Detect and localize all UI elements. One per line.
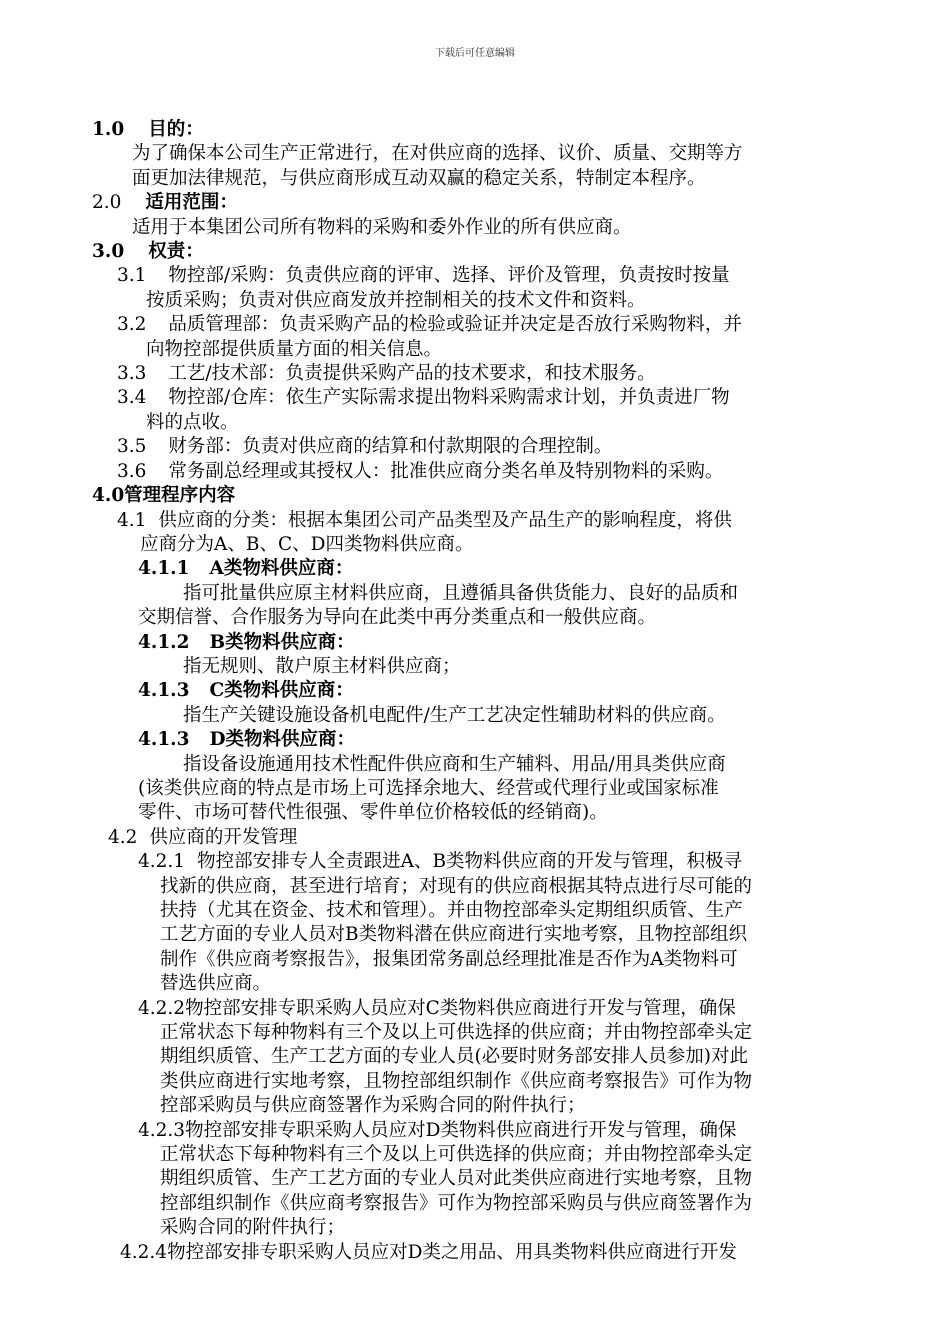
clause-text: 品质管理部：负责采购产品的检验或验证并决定是否放行采购物料，并 bbox=[168, 314, 742, 336]
paragraph-line: 期组织质管、生产工艺方面的专业人员(必要时财务部安排人员参加)对此 bbox=[160, 1046, 748, 1068]
clause-number: 4.2 bbox=[108, 826, 138, 848]
clause-number: 3.1 bbox=[117, 265, 147, 287]
paragraph-line: 零件、市场可替代性很强、零件单位价格较低的经销商)。 bbox=[138, 802, 608, 824]
section-number: 3.0 bbox=[92, 241, 125, 263]
paragraph-line: 为了确保本公司生产正常进行，在对供应商的选择、议价、质量、交期等方 bbox=[132, 143, 743, 165]
clause-text: 物控部安排专职采购人员应对D类之用品、用具类物料供应商进行开发 bbox=[167, 1241, 737, 1263]
paragraph-line: 控部组织制作《供应商考察报告》可作为物控部采购员与供应商签署作为 bbox=[160, 1192, 753, 1214]
subsection-number: 4.1.2 bbox=[138, 631, 190, 653]
section-heading bbox=[92, 191, 950, 215]
paragraph-line: 料的点收。 bbox=[146, 411, 239, 433]
subsection-title: C类物料供应商： bbox=[209, 680, 354, 702]
paragraph-line: 应商分为A、B、C、D四类物料供应商。 bbox=[140, 533, 474, 555]
clause-number: 3.3 bbox=[117, 363, 147, 385]
section-number: 2.0 bbox=[92, 192, 122, 214]
paragraph-line: 制作《供应商考察报告》，报集团常务副总经理批准是否作为A类物料可 bbox=[160, 948, 738, 970]
clause-number: 3.4 bbox=[117, 387, 147, 409]
section-heading bbox=[92, 240, 950, 264]
paragraph-line: 指生产关键设施设备机电配件/生产工艺决定性辅助材料的供应商。 bbox=[183, 704, 726, 726]
clause-number: 4.2.4 bbox=[120, 1241, 168, 1263]
clause-text: 物控部安排专职采购人员应对D类物料供应商进行开发与管理，确保 bbox=[185, 1119, 737, 1141]
subsection-number: 4.1.3 bbox=[138, 729, 190, 751]
paragraph-line: 正常状态下每种物料有三个及以上可供选择的供应商；并由物控部牵头定 bbox=[160, 1144, 753, 1166]
clause-number: 4.2.3 bbox=[138, 1119, 186, 1141]
clause-line bbox=[138, 850, 950, 874]
clause-number: 3.6 bbox=[117, 460, 147, 482]
paragraph-line: 向物控部提供质量方面的相关信息。 bbox=[146, 338, 443, 360]
clause-line bbox=[117, 362, 950, 386]
clause-number: 3.5 bbox=[117, 436, 147, 458]
paragraph-line: 指可批量供应原主材料供应商，且遵循具备供货能力、良好的品质和 bbox=[183, 582, 739, 604]
clause-line bbox=[138, 1119, 950, 1143]
clause-text: 供应商的开发管理 bbox=[149, 826, 298, 848]
section-heading: 4.0管理程序内容 bbox=[92, 485, 236, 507]
clause-text: 物控部安排专人全责跟进A、B类物料供应商的开发与管理，积极寻 bbox=[197, 851, 743, 873]
clause-number: 3.2 bbox=[117, 314, 147, 336]
clause-text: 财务部：负责对供应商的结算和付款期限的合理控制。 bbox=[168, 436, 613, 458]
clause-text: 物控部/仓库：依生产实际需求提出物料采购需求计划，并负责进厂物 bbox=[168, 387, 730, 409]
paragraph-line: (该类供应商的特点是市场上可选择余地大、经营或代理行业或国家标准 bbox=[138, 777, 719, 799]
clause-line bbox=[117, 386, 950, 410]
paragraph-line: 交期信誉、合作服务为导向在此类中再分类重点和一般供应商。 bbox=[138, 607, 657, 629]
subsection-number: 4.1.3 bbox=[138, 680, 190, 702]
clause-line bbox=[117, 460, 950, 484]
paragraph-line: 期组织质管、生产工艺方面的专业人员对此类供应商进行实地考察，且物 bbox=[160, 1168, 753, 1190]
paragraph-line: 工艺方面的专业人员对B类物料潜在供应商进行实地考察，且物控部组织 bbox=[160, 924, 748, 946]
section-title: 目的： bbox=[148, 119, 204, 140]
paragraph-line: 类供应商进行实地考察，且物控部组织制作《供应商考察报告》可作为物 bbox=[160, 1070, 753, 1092]
paragraph-line: 按质采购；负责对供应商发放并控制相关的技术文件和资料。 bbox=[146, 289, 646, 311]
section-heading bbox=[92, 118, 950, 142]
clause-line bbox=[120, 1241, 950, 1265]
paragraph-line: 指设备设施通用技术性配件供应商和生产辅料、用品/用具类供应商 bbox=[183, 753, 726, 775]
section-title: 权责： bbox=[148, 241, 204, 263]
subsection-heading bbox=[138, 557, 950, 581]
subsection-number: 4.1.1 bbox=[138, 558, 190, 580]
clause-text: 常务副总经理或其授权人：批准供应商分类名单及特别物料的采购。 bbox=[168, 460, 724, 482]
paragraph-line: 替选供应商。 bbox=[160, 973, 272, 995]
subsection-heading bbox=[138, 679, 950, 703]
paragraph-line: 找新的供应商，甚至进行培育；对现有的供应商根据其特点进行尽可能的 bbox=[160, 875, 753, 897]
clause-text: 工艺/技术部：负责提供采购产品的技术要求，和技术服务。 bbox=[168, 363, 656, 385]
paragraph-line: 面更加法律规范，与供应商形成互动双赢的稳定关系，特制定本程序。 bbox=[132, 167, 706, 189]
paragraph-line: 正常状态下每种物料有三个及以上可供选择的供应商；并由物控部牵头定 bbox=[160, 1022, 753, 1044]
clause-number: 4.2.1 bbox=[138, 851, 186, 873]
paragraph-line: 指无规则、散户原主材料供应商； bbox=[183, 655, 461, 677]
clause-text: 物控部/采购：负责供应商的评审、选择、评价及管理，负责按时按量 bbox=[168, 265, 730, 287]
document-body bbox=[0, 118, 950, 1265]
section-title: 适用范围： bbox=[145, 192, 238, 214]
paragraph-line: 适用于本集团公司所有物料的采购和委外作业的所有供应商。 bbox=[132, 216, 632, 238]
clause-line bbox=[117, 264, 950, 288]
subsection-heading bbox=[138, 631, 950, 655]
section-number: 1.0 bbox=[92, 119, 125, 140]
clause-text: 物控部安排专职采购人员应对C类物料供应商进行开发与管理，确保 bbox=[185, 997, 736, 1019]
subsection-title: A类物料供应商： bbox=[209, 558, 354, 580]
clause-line bbox=[138, 997, 950, 1021]
clause-line bbox=[108, 826, 950, 850]
page-header: 下载后可任意编辑 bbox=[435, 48, 515, 59]
paragraph-line: 采购合同的附件执行； bbox=[160, 1217, 346, 1239]
clause-line bbox=[117, 313, 950, 337]
paragraph-line: 控部采购员与供应商签署作为采购合同的附件执行； bbox=[160, 1095, 586, 1117]
paragraph-line: 扶持（尤其在资金、技术和管理）。并由物控部牵头定期组织质管、生产 bbox=[160, 900, 743, 921]
subsection-title: B类物料供应商： bbox=[209, 631, 355, 653]
clause-number: 4.2.2 bbox=[138, 997, 186, 1019]
subsection-heading bbox=[138, 728, 950, 752]
subsection-title: D类物料供应商： bbox=[209, 729, 356, 751]
clause-line bbox=[117, 435, 950, 459]
clause-text: 供应商的分类：根据本集团公司产品类型及产品生产的影响程度，将供 bbox=[158, 509, 732, 531]
clause-line bbox=[117, 509, 950, 533]
clause-number: 4.1 bbox=[117, 509, 147, 531]
